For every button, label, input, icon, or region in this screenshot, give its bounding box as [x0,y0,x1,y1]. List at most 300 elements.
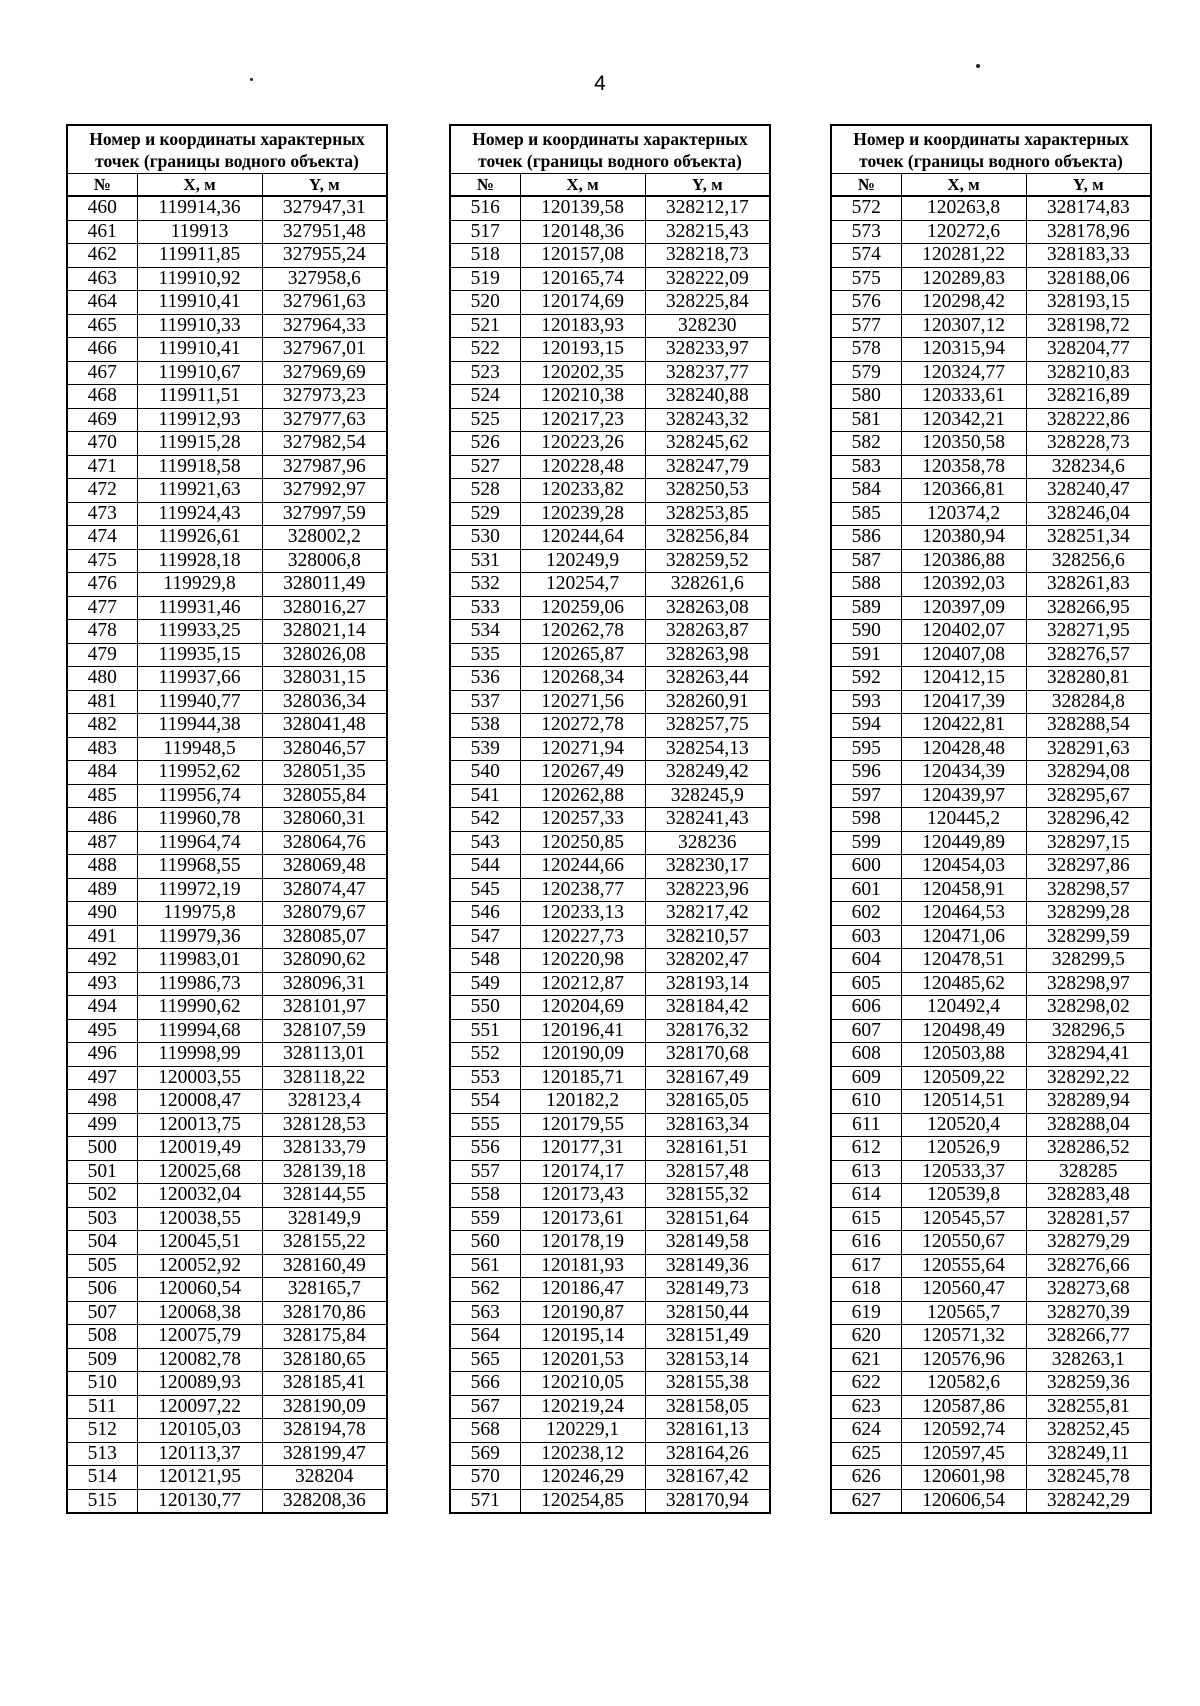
y-coordinate-cell: 328298,97 [1026,972,1151,996]
point-number-cell: 624 [831,1419,901,1443]
table-row [450,972,770,996]
x-coordinate-cell: 120597,45 [901,1442,1026,1466]
point-number-cell: 551 [450,1019,520,1043]
point-number-cell: 568 [450,1419,520,1443]
x-coordinate-cell: 120417,39 [901,690,1026,714]
point-number-cell: 564 [450,1325,520,1349]
table-caption: Номер и координаты характерных точек (границы водного объекта) [831,125,1151,174]
x-coordinate-cell: 120204,69 [520,996,645,1020]
x-coordinate-cell: 119937,66 [137,667,262,691]
table-row [831,620,1151,644]
y-coordinate-cell: 328297,15 [1026,831,1151,855]
point-number-cell: 581 [831,408,901,432]
table-row [67,925,387,949]
table-row [450,455,770,479]
y-coordinate-cell: 328247,79 [645,455,770,479]
x-coordinate-cell: 120397,09 [901,596,1026,620]
y-coordinate-cell: 328254,13 [645,737,770,761]
x-coordinate-cell: 120587,86 [901,1395,1026,1419]
table-row [450,432,770,456]
point-number-cell: 594 [831,714,901,738]
x-coordinate-cell: 120412,15 [901,667,1026,691]
point-number-cell: 576 [831,291,901,315]
point-number-cell: 607 [831,1019,901,1043]
x-coordinate-cell: 120514,51 [901,1090,1026,1114]
x-coordinate-cell: 120324,77 [901,361,1026,385]
point-number-cell: 491 [67,925,137,949]
page-number: 4 [594,72,606,95]
point-number-cell: 482 [67,714,137,738]
point-number-cell: 595 [831,737,901,761]
table-row [67,573,387,597]
table-row [450,1325,770,1349]
x-coordinate-cell: 120257,33 [520,808,645,832]
table-row [67,244,387,268]
x-coordinate-cell: 119944,38 [137,714,262,738]
point-number-cell: 498 [67,1090,137,1114]
table-row [831,385,1151,409]
x-coordinate-cell: 120560,47 [901,1278,1026,1302]
point-number-cell: 555 [450,1113,520,1137]
point-number-cell: 592 [831,667,901,691]
y-coordinate-cell: 328149,9 [262,1207,387,1231]
y-coordinate-cell: 328299,5 [1026,949,1151,973]
y-coordinate-cell: 328240,47 [1026,479,1151,503]
x-coordinate-cell: 120238,12 [520,1442,645,1466]
y-coordinate-cell: 328288,04 [1026,1113,1151,1137]
point-number-cell: 554 [450,1090,520,1114]
point-number-cell: 515 [67,1489,137,1513]
x-coordinate-cell: 120045,51 [137,1231,262,1255]
x-coordinate-cell: 120032,04 [137,1184,262,1208]
x-coordinate-cell: 120471,06 [901,925,1026,949]
point-number-cell: 466 [67,338,137,362]
x-coordinate-cell: 120223,26 [520,432,645,456]
x-coordinate-cell: 119910,33 [137,314,262,338]
table-row [67,220,387,244]
point-number-cell: 527 [450,455,520,479]
y-coordinate-cell: 328218,73 [645,244,770,268]
table-row [67,1113,387,1137]
point-number-cell: 548 [450,949,520,973]
point-number-cell: 489 [67,878,137,902]
point-number-cell: 563 [450,1301,520,1325]
point-number-cell: 514 [67,1466,137,1490]
y-coordinate-cell: 328261,6 [645,573,770,597]
scan-speck [976,64,980,68]
y-coordinate-cell: 328165,05 [645,1090,770,1114]
point-number-cell: 488 [67,855,137,879]
y-coordinate-cell: 328250,53 [645,479,770,503]
table-row [67,549,387,573]
table-row [67,714,387,738]
column-header-number: № [450,174,520,197]
x-coordinate-cell: 119979,36 [137,925,262,949]
table-row [831,361,1151,385]
table-row [67,972,387,996]
point-number-cell: 556 [450,1137,520,1161]
x-coordinate-cell: 120113,37 [137,1442,262,1466]
point-number-cell: 566 [450,1372,520,1396]
x-coordinate-cell: 120185,71 [520,1066,645,1090]
table-row [450,831,770,855]
point-number-cell: 584 [831,479,901,503]
y-coordinate-cell: 328263,44 [645,667,770,691]
table-caption: Номер и координаты характерных точек (границы водного объекта) [450,125,770,174]
point-number-cell: 586 [831,526,901,550]
y-coordinate-cell: 328259,36 [1026,1372,1151,1396]
y-coordinate-cell: 328255,81 [1026,1395,1151,1419]
y-coordinate-cell: 328202,47 [645,949,770,973]
table-row [831,1489,1151,1513]
column-header-y: Y, м [262,174,387,197]
table-row [831,267,1151,291]
y-coordinate-cell: 328031,15 [262,667,387,691]
point-number-cell: 523 [450,361,520,385]
x-coordinate-cell: 120201,53 [520,1348,645,1372]
table-row [67,196,387,220]
y-coordinate-cell: 328240,88 [645,385,770,409]
table-row [831,714,1151,738]
point-number-cell: 536 [450,667,520,691]
table-row [831,972,1151,996]
point-number-cell: 544 [450,855,520,879]
table-row [450,784,770,808]
table-row [67,1395,387,1419]
y-coordinate-cell: 328149,36 [645,1254,770,1278]
x-coordinate-cell: 120210,38 [520,385,645,409]
table-row [450,267,770,291]
table-row [67,1301,387,1325]
y-coordinate-cell: 328123,4 [262,1090,387,1114]
table-row [450,338,770,362]
x-coordinate-cell: 120068,38 [137,1301,262,1325]
y-coordinate-cell: 328294,08 [1026,761,1151,785]
y-coordinate-cell: 327955,24 [262,244,387,268]
table-row [67,455,387,479]
x-coordinate-cell: 120263,8 [901,196,1026,220]
y-coordinate-cell: 328283,48 [1026,1184,1151,1208]
point-number-cell: 463 [67,267,137,291]
y-coordinate-cell: 327969,69 [262,361,387,385]
x-coordinate-cell: 119912,93 [137,408,262,432]
point-number-cell: 522 [450,338,520,362]
point-number-cell: 612 [831,1137,901,1161]
point-number-cell: 597 [831,784,901,808]
x-coordinate-cell: 120038,55 [137,1207,262,1231]
table-row [450,244,770,268]
y-coordinate-cell: 328260,91 [645,690,770,714]
point-number-cell: 540 [450,761,520,785]
x-coordinate-cell: 120358,78 [901,455,1026,479]
point-number-cell: 475 [67,549,137,573]
point-number-cell: 485 [67,784,137,808]
table-row [831,479,1151,503]
table-row [67,432,387,456]
point-number-cell: 464 [67,291,137,315]
x-coordinate-cell: 120233,13 [520,902,645,926]
x-coordinate-cell: 120177,31 [520,1137,645,1161]
x-coordinate-cell: 120013,75 [137,1113,262,1137]
table-row [67,1489,387,1513]
x-coordinate-cell: 120271,94 [520,737,645,761]
table-row [450,1348,770,1372]
table-row [450,643,770,667]
point-number-cell: 600 [831,855,901,879]
point-number-cell: 539 [450,737,520,761]
x-coordinate-cell: 120267,49 [520,761,645,785]
y-coordinate-cell: 328225,84 [645,291,770,315]
table-row [831,761,1151,785]
point-number-cell: 614 [831,1184,901,1208]
table-row [831,596,1151,620]
point-number-cell: 569 [450,1442,520,1466]
y-coordinate-cell: 328113,01 [262,1043,387,1067]
y-coordinate-cell: 328180,65 [262,1348,387,1372]
y-coordinate-cell: 328242,29 [1026,1489,1151,1513]
table-row [831,220,1151,244]
point-number-cell: 575 [831,267,901,291]
x-coordinate-cell: 120374,2 [901,502,1026,526]
table-row [67,338,387,362]
x-coordinate-cell: 120082,78 [137,1348,262,1372]
point-number-cell: 512 [67,1419,137,1443]
point-number-cell: 470 [67,432,137,456]
point-number-cell: 500 [67,1137,137,1161]
table-row [450,1489,770,1513]
point-number-cell: 484 [67,761,137,785]
point-number-cell: 626 [831,1466,901,1490]
point-number-cell: 530 [450,526,520,550]
x-coordinate-cell: 119968,55 [137,855,262,879]
x-coordinate-cell: 120259,06 [520,596,645,620]
point-number-cell: 496 [67,1043,137,1067]
column-header-number: № [67,174,137,197]
point-number-cell: 495 [67,1019,137,1043]
y-coordinate-cell: 328222,86 [1026,408,1151,432]
point-number-cell: 561 [450,1254,520,1278]
x-coordinate-cell: 120265,87 [520,643,645,667]
table-row [67,996,387,1020]
point-number-cell: 509 [67,1348,137,1372]
y-coordinate-cell: 328161,51 [645,1137,770,1161]
table-row [831,1137,1151,1161]
x-coordinate-cell: 120503,88 [901,1043,1026,1067]
table-row [831,925,1151,949]
y-coordinate-cell: 328249,42 [645,761,770,785]
table-row [67,361,387,385]
table-row [831,1395,1151,1419]
y-coordinate-cell: 328178,96 [1026,220,1151,244]
x-coordinate-cell: 120298,42 [901,291,1026,315]
table-row [831,1466,1151,1490]
x-coordinate-cell: 120434,39 [901,761,1026,785]
point-number-cell: 520 [450,291,520,315]
y-coordinate-cell: 328256,84 [645,526,770,550]
point-number-cell: 528 [450,479,520,503]
x-coordinate-cell: 120402,07 [901,620,1026,644]
point-number-cell: 603 [831,925,901,949]
table-row [450,620,770,644]
y-coordinate-cell: 328204 [262,1466,387,1490]
point-number-cell: 602 [831,902,901,926]
y-coordinate-cell: 328163,34 [645,1113,770,1137]
point-number-cell: 578 [831,338,901,362]
x-coordinate-cell: 120130,77 [137,1489,262,1513]
y-coordinate-cell: 328185,41 [262,1372,387,1396]
x-coordinate-cell: 119983,01 [137,949,262,973]
point-number-cell: 499 [67,1113,137,1137]
point-number-cell: 507 [67,1301,137,1325]
y-coordinate-cell: 328279,29 [1026,1231,1151,1255]
table-row [450,714,770,738]
point-number-cell: 525 [450,408,520,432]
table-row [831,1372,1151,1396]
y-coordinate-cell: 328096,31 [262,972,387,996]
table-row [450,878,770,902]
scan-speck [250,78,253,81]
point-number-cell: 621 [831,1348,901,1372]
x-coordinate-cell: 120212,87 [520,972,645,996]
table-row [831,784,1151,808]
x-coordinate-cell: 119915,28 [137,432,262,456]
y-coordinate-cell: 327964,33 [262,314,387,338]
x-coordinate-cell: 120571,32 [901,1325,1026,1349]
x-coordinate-cell: 120392,03 [901,573,1026,597]
table-row [450,761,770,785]
point-number-cell: 543 [450,831,520,855]
table-row [67,1466,387,1490]
point-number-cell: 589 [831,596,901,620]
table-row [67,1043,387,1067]
table-row [831,878,1151,902]
x-coordinate-cell: 120105,03 [137,1419,262,1443]
table-row [450,596,770,620]
y-coordinate-cell: 328165,7 [262,1278,387,1302]
column-header-y: Y, м [1026,174,1151,197]
table-row [450,1090,770,1114]
table-row [831,526,1151,550]
point-number-cell: 492 [67,949,137,973]
x-coordinate-cell: 119911,51 [137,385,262,409]
table-row [831,314,1151,338]
y-coordinate-cell: 328298,02 [1026,996,1151,1020]
point-number-cell: 516 [450,196,520,220]
y-coordinate-cell: 328184,42 [645,996,770,1020]
y-coordinate-cell: 328217,42 [645,902,770,926]
x-coordinate-cell: 120281,22 [901,244,1026,268]
x-coordinate-cell: 120342,21 [901,408,1026,432]
x-coordinate-cell: 120272,78 [520,714,645,738]
table-row [831,1090,1151,1114]
x-coordinate-cell: 119910,67 [137,361,262,385]
point-number-cell: 472 [67,479,137,503]
y-coordinate-cell: 327951,48 [262,220,387,244]
table-row [450,1278,770,1302]
point-number-cell: 601 [831,878,901,902]
table-row [831,1278,1151,1302]
point-number-cell: 613 [831,1160,901,1184]
point-number-cell: 627 [831,1489,901,1513]
y-coordinate-cell: 328074,47 [262,878,387,902]
table-row [450,1231,770,1255]
y-coordinate-cell: 328297,86 [1026,855,1151,879]
y-coordinate-cell: 328167,42 [645,1466,770,1490]
point-number-cell: 511 [67,1395,137,1419]
x-coordinate-cell: 120239,28 [520,502,645,526]
table-row [67,620,387,644]
point-number-cell: 478 [67,620,137,644]
x-coordinate-cell: 120244,64 [520,526,645,550]
point-number-cell: 538 [450,714,520,738]
y-coordinate-cell: 328157,48 [645,1160,770,1184]
x-coordinate-cell: 120219,24 [520,1395,645,1419]
x-coordinate-cell: 119994,68 [137,1019,262,1043]
point-number-cell: 577 [831,314,901,338]
y-coordinate-cell: 328249,11 [1026,1442,1151,1466]
table-row [450,1254,770,1278]
table-row [450,902,770,926]
table-row [831,1325,1151,1349]
table-body [831,196,1151,1513]
y-coordinate-cell: 328051,35 [262,761,387,785]
table-row [67,596,387,620]
x-coordinate-cell: 120250,85 [520,831,645,855]
x-coordinate-cell: 120227,73 [520,925,645,949]
table-row [450,1043,770,1067]
x-coordinate-cell: 120565,7 [901,1301,1026,1325]
point-number-cell: 526 [450,432,520,456]
x-coordinate-cell: 119933,25 [137,620,262,644]
point-number-cell: 513 [67,1442,137,1466]
point-number-cell: 476 [67,573,137,597]
y-coordinate-cell: 328236 [645,831,770,855]
y-coordinate-cell: 327961,63 [262,291,387,315]
column-header-y: Y, м [645,174,770,197]
point-number-cell: 588 [831,573,901,597]
x-coordinate-cell: 120233,82 [520,479,645,503]
y-coordinate-cell: 328133,79 [262,1137,387,1161]
y-coordinate-cell: 327973,23 [262,385,387,409]
table-row [450,1066,770,1090]
table-row [831,1419,1151,1443]
y-coordinate-cell: 328288,54 [1026,714,1151,738]
point-number-cell: 479 [67,643,137,667]
x-coordinate-cell: 120217,23 [520,408,645,432]
y-coordinate-cell: 328296,5 [1026,1019,1151,1043]
point-number-cell: 572 [831,196,901,220]
point-number-cell: 502 [67,1184,137,1208]
point-number-cell: 579 [831,361,901,385]
y-coordinate-cell: 328276,57 [1026,643,1151,667]
x-coordinate-cell: 120485,62 [901,972,1026,996]
x-coordinate-cell: 120003,55 [137,1066,262,1090]
table-row [67,1066,387,1090]
point-number-cell: 529 [450,502,520,526]
point-number-cell: 591 [831,643,901,667]
x-coordinate-cell: 120139,58 [520,196,645,220]
x-coordinate-cell: 120268,34 [520,667,645,691]
table-body [67,196,387,1513]
y-coordinate-cell: 328164,26 [645,1442,770,1466]
y-coordinate-cell: 328266,77 [1026,1325,1151,1349]
table-row [67,761,387,785]
x-coordinate-cell: 120202,35 [520,361,645,385]
x-coordinate-cell: 120439,97 [901,784,1026,808]
y-coordinate-cell: 328188,06 [1026,267,1151,291]
table-row [67,1184,387,1208]
y-coordinate-cell: 328256,6 [1026,549,1151,573]
